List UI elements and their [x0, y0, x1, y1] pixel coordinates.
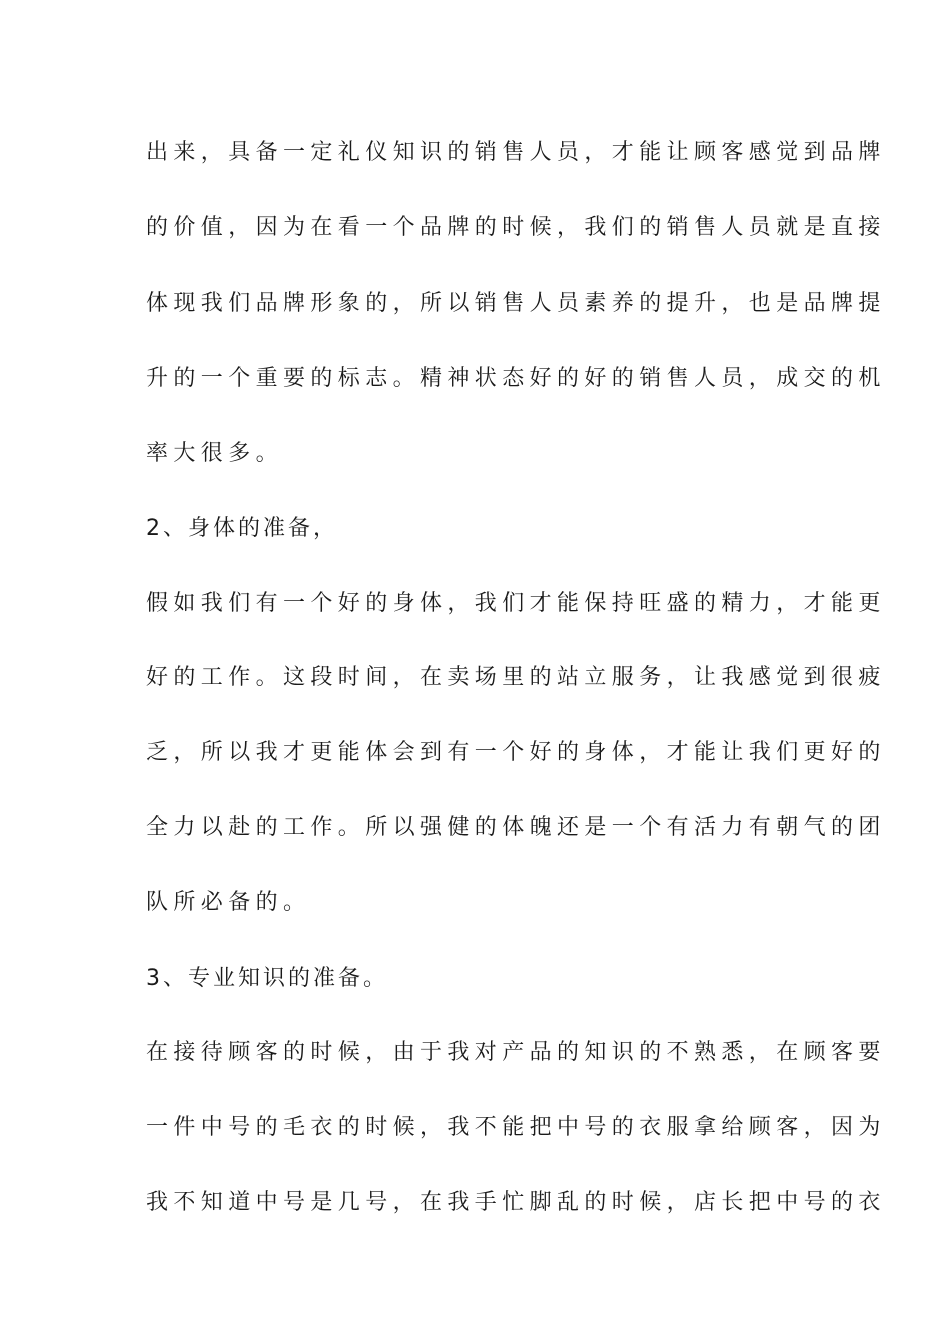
paragraph-line: 出来，具备一定礼仪知识的销售人员，才能让顾客感觉到品牌 [146, 140, 886, 165]
section-heading-2: 2、身体的准备， [146, 516, 338, 541]
paragraph-line: 队所必备的。 [146, 890, 311, 915]
paragraph-line: 升的一个重要的标志。精神状态好的好的销售人员，成交的机 [146, 366, 886, 391]
paragraph-line: 的价值，因为在看一个品牌的时候，我们的销售人员就是直接 [146, 215, 886, 240]
paragraph-line: 率大很多。 [146, 441, 284, 466]
paragraph-line: 好的工作。这段时间，在卖场里的站立服务，让我感觉到很疲 [146, 665, 886, 690]
section-heading-3: 3、专业知识的准备。 [146, 966, 388, 991]
paragraph-line: 我不知道中号是几号，在我手忙脚乱的时候，店长把中号的衣 [146, 1190, 886, 1215]
paragraph-line: 体现我们品牌形象的，所以销售人员素养的提升，也是品牌提 [146, 291, 886, 316]
paragraph-line: 假如我们有一个好的身体，我们才能保持旺盛的精力，才能更 [146, 591, 886, 616]
paragraph-line: 全力以赴的工作。所以强健的体魄还是一个有活力有朝气的团 [146, 815, 886, 840]
paragraph-line: 在接待顾客的时候，由于我对产品的知识的不熟悉，在顾客要 [146, 1040, 886, 1065]
paragraph-line: 一件中号的毛衣的时候，我不能把中号的衣服拿给顾客，因为 [146, 1115, 886, 1140]
paragraph-line: 乏，所以我才更能体会到有一个好的身体，才能让我们更好的 [146, 740, 886, 765]
